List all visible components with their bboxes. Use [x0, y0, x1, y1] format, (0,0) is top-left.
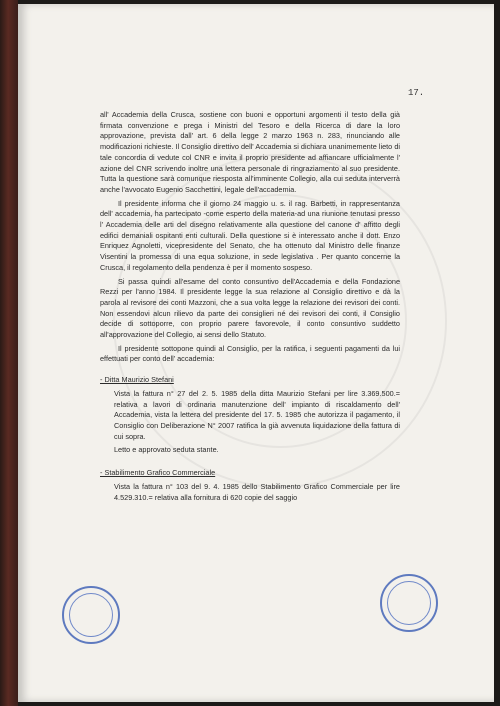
academy-seal-stamp-left [62, 586, 120, 644]
paragraph-pagamenti: Il presidente sottopone quindi al Consiglio, per la ratifica, i seguenti pagamenti da lui effettuati per conto dell' accademia: [100, 343, 400, 364]
paragraph-canone: Il presidente informa che il giorno 24 maggio u. s. il rag. Barbetti, in rappresentanza dell' accademia, ha partecipato -come esperto della materia-ad una riunione tenutasi presso l' Accademia delle arti del disegno relativamente alla questione del canone d' affitto degli edifici demaniali ospitanti enti culturali. Della questione si è interessato anche il dott. Enzo Enriquez Agnoletti, vicepresidente del Senato, che ha ottenuto dal Ministro delle finanze Visentini la promessa di una equa soluzione, in sede legislativa . Per quanto concerne la Crusca, il regolamento della pendenza è per il momento sospeso. [100, 198, 400, 272]
paragraph-consuntivo: Si passa quindi all'esame del conto consuntivo dell'Accademia e della Fondazione Rezzi per l'anno 1984. Il presidente legge la sua relazione al Consiglio direttivo e dà la parola al revisore dei conti Mazzoni, che a sua volta legge la relazione dei revisori dei conti. Non essendovi alcun rilievo da parte dei consiglieri né dei revisori dei conti, il Consiglio decide di sottoporre, con proprio parere favorevole, il conto consuntivo suddetto all'approvazione del Collegio, ai sensi dello Statuto. [100, 276, 400, 340]
approved-note: Letto e approvato seduta stante. [114, 445, 219, 455]
document-body [100, 110, 400, 506]
book-binding [0, 0, 18, 706]
academy-seal-stamp-right [380, 574, 438, 632]
heading-stabilimento-grafico: - Stabilimento Grafico Commerciale [100, 468, 216, 478]
document-page [18, 4, 494, 702]
page-number: 17. [408, 88, 425, 98]
heading-ditta-stefani: - Ditta Maurizio Stefani [100, 375, 174, 385]
paragraph-grafico: Vista la fattura n° 103 del 9. 4. 1985 dello Stabilimento Grafico Commerciale per lire 4.529.310.= relativa alla fornitura di 620 copie del saggio [114, 481, 400, 502]
paragraph-stefani: Vista la fattura n° 27 del 2. 5. 1985 della ditta Maurizio Stefani per lire 3.369.500.= relativa a lavori di ordinaria manutenzione dell' impianto di riscaldamento dell' Accademia, vista la lettera del presidente del 17. 5. 1985 che autorizza il pagamento, il Consiglio con Deliberazione N° 2007 ratifica la già avvenuta liquidazione della fattura di cui sopra. [114, 388, 400, 441]
paragraph-crusca: all' Accademia della Crusca, sostiene con buoni e opportuni argomenti il testo della già firmata convenzione e prega i Ministri del Tesoro e della Ricerca di dare la loro approvazione, prevista dall' art. 6 della legge 2 marzo 1963 n. 283, rinunciando alle modificazioni richieste. Il Consiglio direttivo dell' Accademia si dichiara unanimemente lieto di tale concordia di vedute col CNR e invita il proprio presidente ad affiancare ufficialmente l' azione del CNR scrivendo inoltre una lettera personale di ringraziamento al suo presidente. Tutta la questione sarà comunque riesposta all'imminente Collegio, alla cui seduta interverrà anche l'avvocato Eugenio Sacchettini, legale dell'accademia. [100, 110, 400, 194]
